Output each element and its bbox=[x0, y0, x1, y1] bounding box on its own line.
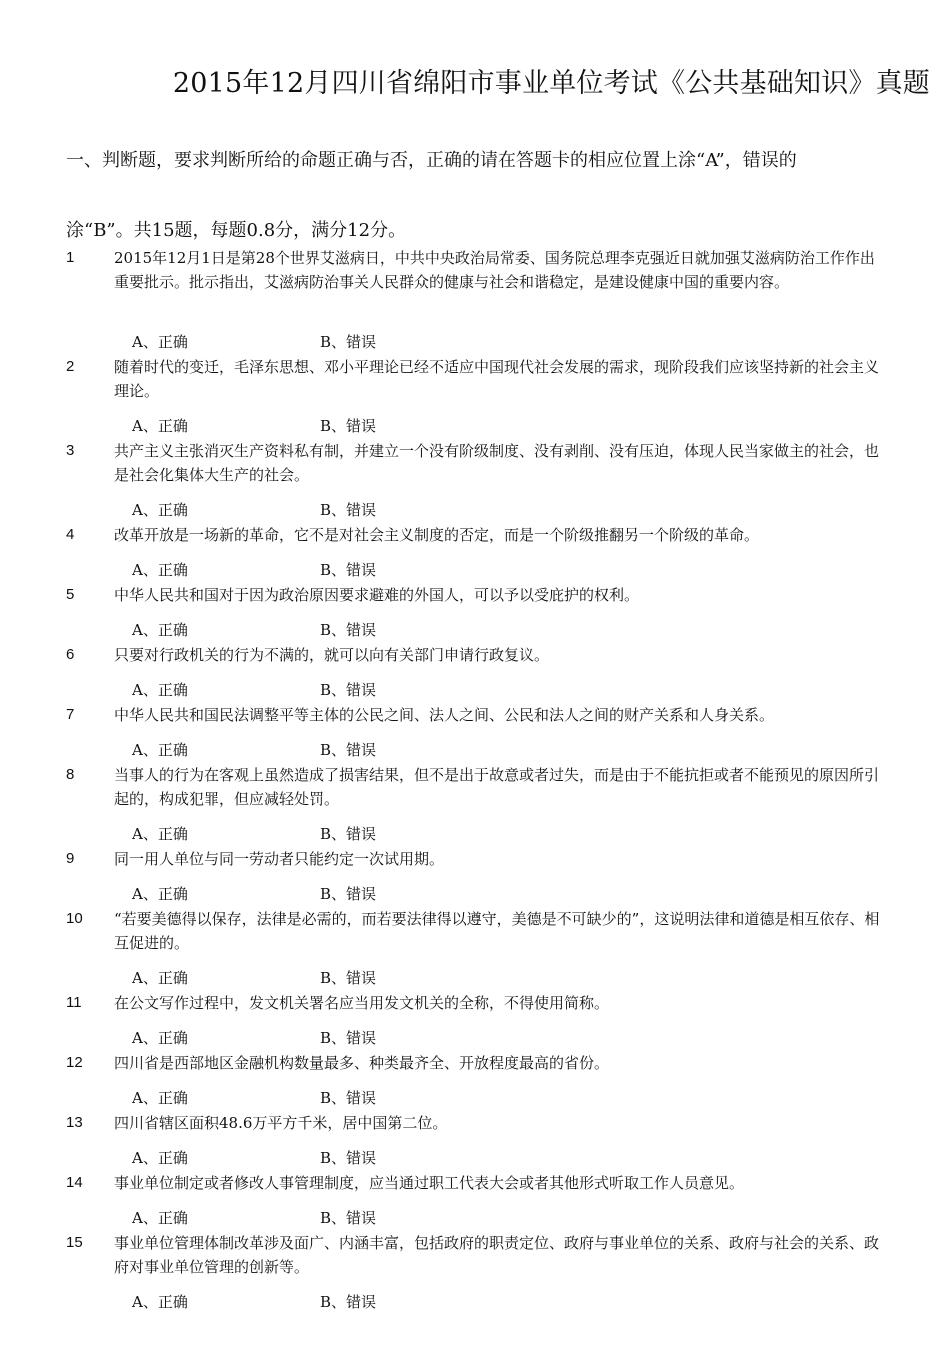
question-11 bbox=[66, 991, 886, 1015]
question-5-options bbox=[132, 619, 376, 641]
question-number: 5 bbox=[66, 586, 75, 603]
option-b[interactable]: B、错误 bbox=[320, 501, 377, 519]
option-a[interactable]: A、正确 bbox=[132, 1293, 188, 1311]
option-b[interactable]: B、错误 bbox=[320, 621, 377, 639]
question-number: 11 bbox=[66, 994, 82, 1011]
option-b[interactable]: B、错误 bbox=[320, 1293, 377, 1311]
option-b[interactable]: B、错误 bbox=[320, 969, 377, 987]
option-b[interactable]: B、错误 bbox=[320, 333, 377, 351]
question-15-options bbox=[132, 1291, 376, 1313]
question-number: 1 bbox=[66, 249, 75, 266]
option-a[interactable]: A、正确 bbox=[132, 681, 188, 699]
question-1-options bbox=[132, 331, 376, 353]
section-instructions-line-1: 一、判断题，要求判断所给的命题正确与否，正确的请在答题卡的相应位置上涂“A”，错误的 bbox=[66, 150, 797, 171]
question-number: 7 bbox=[66, 706, 75, 723]
question-10-options bbox=[132, 967, 376, 989]
question-text: 中华人民共和国对于因为政治原因要求避难的外国人，可以予以受庇护的权利。 bbox=[114, 586, 640, 604]
question-13 bbox=[66, 1111, 886, 1135]
option-a[interactable]: A、正确 bbox=[132, 741, 188, 759]
question-text: 在公文写作过程中，发文机关署名应当用发文机关的全称，不得使用简称。 bbox=[114, 994, 610, 1012]
option-b[interactable]: B、错误 bbox=[320, 1029, 377, 1047]
question-14 bbox=[66, 1171, 886, 1195]
option-a[interactable]: A、正确 bbox=[132, 825, 188, 843]
question-number: 14 bbox=[66, 1174, 83, 1191]
question-text: 2015年12月1日是第28个世界艾滋病日，中共中央政治局常委、国务院总理李克强近日就加强艾滋病防治工作作出重要批示。批示指出，艾滋病防治事关人民群众的健康与社会和谐稳定，是建设健康中国的重要内容。 bbox=[114, 249, 875, 291]
question-text: 改革开放是一场新的革命，它不是对社会主义制度的否定，而是一个阶级推翻另一个阶级的革命。 bbox=[114, 526, 760, 544]
question-number: 2 bbox=[66, 358, 75, 375]
question-2-options bbox=[132, 415, 376, 437]
question-5 bbox=[66, 583, 886, 607]
question-number: 3 bbox=[66, 442, 75, 459]
option-a[interactable]: A、正确 bbox=[132, 885, 188, 903]
option-b[interactable]: B、错误 bbox=[320, 1209, 377, 1227]
question-3-options bbox=[132, 499, 376, 521]
question-11-options bbox=[132, 1027, 376, 1049]
option-a[interactable]: A、正确 bbox=[132, 1089, 188, 1107]
question-number: 9 bbox=[66, 850, 75, 867]
question-number: 15 bbox=[66, 1234, 83, 1251]
question-6 bbox=[66, 643, 886, 667]
option-b[interactable]: B、错误 bbox=[320, 825, 377, 843]
question-number: 4 bbox=[66, 526, 75, 543]
section-instructions-line-2: 涂“B”。共15题，每题0.8分，满分12分。 bbox=[66, 220, 407, 241]
question-4 bbox=[66, 523, 886, 547]
question-number: 13 bbox=[66, 1114, 83, 1131]
option-a[interactable]: A、正确 bbox=[132, 333, 188, 351]
option-a[interactable]: A、正确 bbox=[132, 1209, 188, 1227]
question-text: 事业单位管理体制改革涉及面广、内涵丰富，包括政府的职责定位、政府与事业单位的关系、政府与社会的关系、政府对事业单位管理的创新等。 bbox=[114, 1234, 880, 1276]
question-text: 同一用人单位与同一劳动者只能约定一次试用期。 bbox=[114, 850, 445, 868]
question-9-options bbox=[132, 883, 376, 905]
question-6-options bbox=[132, 679, 376, 701]
option-a[interactable]: A、正确 bbox=[132, 621, 188, 639]
question-number: 8 bbox=[66, 766, 75, 783]
question-text: 只要对行政机关的行为不满的，就可以向有关部门申请行政复议。 bbox=[114, 646, 550, 664]
question-text: 当事人的行为在客观上虽然造成了损害结果，但不是出于故意或者过失，而是由于不能抗拒或者不能预见的原因所引起的，构成犯罪，但应减轻处罚。 bbox=[114, 766, 880, 808]
page-title: 2015年12月四川省绵阳市事业单位考试《公共基础知识》真题 bbox=[172, 68, 930, 99]
question-number: 12 bbox=[66, 1054, 83, 1071]
question-9 bbox=[66, 847, 886, 871]
option-a[interactable]: A、正确 bbox=[132, 561, 188, 579]
question-10 bbox=[66, 907, 886, 955]
question-15 bbox=[66, 1231, 886, 1279]
option-b[interactable]: B、错误 bbox=[320, 681, 377, 699]
question-text: 事业单位制定或者修改人事管理制度，应当通过职工代表大会或者其他形式听取工作人员意见。 bbox=[114, 1174, 745, 1192]
question-text: 中华人民共和国民法调整平等主体的公民之间、法人之间、公民和法人之间的财产关系和人身关系。 bbox=[114, 706, 775, 724]
option-b[interactable]: B、错误 bbox=[320, 417, 377, 435]
question-1 bbox=[66, 246, 886, 294]
question-13-options bbox=[132, 1147, 376, 1169]
question-14-options bbox=[132, 1207, 376, 1229]
question-text: “若要美德得以保存，法律是必需的，而若要法律得以遵守，美德是不可缺少的”，这说明法律和道德是相互依存、相互促进的。 bbox=[114, 910, 880, 952]
option-a[interactable]: A、正确 bbox=[132, 1149, 188, 1167]
option-a[interactable]: A、正确 bbox=[132, 501, 188, 519]
option-b[interactable]: B、错误 bbox=[320, 885, 377, 903]
option-b[interactable]: B、错误 bbox=[320, 741, 377, 759]
question-number: 10 bbox=[66, 910, 83, 927]
option-a[interactable]: A、正确 bbox=[132, 417, 188, 435]
question-8 bbox=[66, 763, 886, 811]
question-3 bbox=[66, 439, 886, 487]
question-text: 四川省是西部地区金融机构数量最多、种类最齐全、开放程度最高的省份。 bbox=[114, 1054, 610, 1072]
question-text: 共产主义主张消灭生产资料私有制，并建立一个没有阶级制度、没有剥削、没有压迫，体现人民当家做主的社会，也是社会化集体大生产的社会。 bbox=[114, 442, 880, 484]
question-number: 6 bbox=[66, 646, 75, 663]
question-2 bbox=[66, 355, 886, 403]
question-text: 随着时代的变迁，毛泽东思想、邓小平理论已经不适应中国现代社会发展的需求，现阶段我们应该坚持新的社会主义理论。 bbox=[114, 358, 880, 400]
option-a[interactable]: A、正确 bbox=[132, 1029, 188, 1047]
question-4-options bbox=[132, 559, 376, 581]
option-b[interactable]: B、错误 bbox=[320, 1149, 377, 1167]
question-12-options bbox=[132, 1087, 376, 1109]
question-12 bbox=[66, 1051, 886, 1075]
option-b[interactable]: B、错误 bbox=[320, 1089, 377, 1107]
question-7-options bbox=[132, 739, 376, 761]
question-7 bbox=[66, 703, 886, 727]
question-text: 四川省辖区面积48.6万平方千米，居中国第二位。 bbox=[114, 1114, 448, 1132]
option-b[interactable]: B、错误 bbox=[320, 561, 377, 579]
question-8-options bbox=[132, 823, 376, 845]
option-a[interactable]: A、正确 bbox=[132, 969, 188, 987]
